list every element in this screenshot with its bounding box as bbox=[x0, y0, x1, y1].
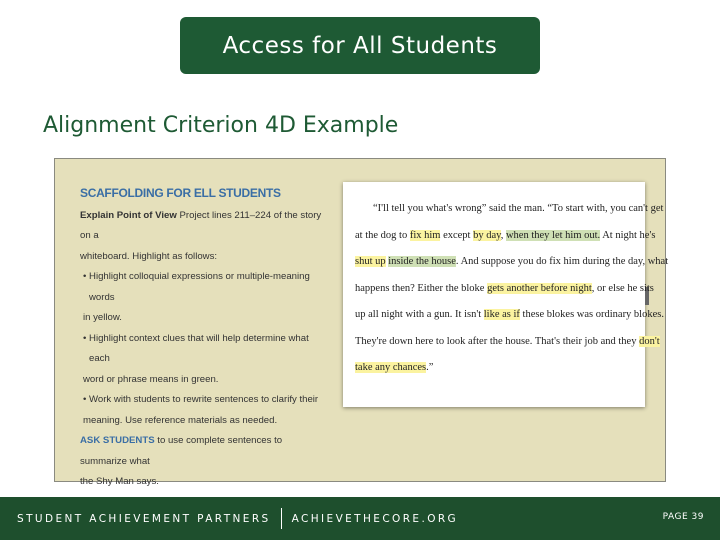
green-highlight: inside the house bbox=[388, 256, 456, 267]
bullet-1-line-1: • Highlight colloquial expressions or multiple-meaning words bbox=[83, 271, 310, 303]
passage-line-5 bbox=[355, 302, 664, 329]
example-panel bbox=[54, 158, 669, 487]
passage-line-2 bbox=[355, 223, 656, 250]
passage-line-1: “I'll tell you what's wrong” said the man. “To start with, you can't get bbox=[373, 203, 664, 214]
bullet-2-line-2: word or phrase means in green. bbox=[83, 373, 219, 385]
footer-org: STUDENT ACHIEVEMENT PARTNERS bbox=[17, 512, 271, 525]
scaffolding-sidebar bbox=[80, 183, 330, 493]
passage-text: They're down here to look after the house. That's their job and they bbox=[355, 335, 640, 347]
passage-text: these blokes was ordinary blokes. bbox=[519, 309, 664, 320]
passage-text: . And suppose you do fix him during the day, what bbox=[455, 256, 669, 267]
intro-bold: Explain Point of View bbox=[80, 209, 177, 221]
yellow-highlight: by day bbox=[473, 229, 501, 241]
footer-bar bbox=[0, 497, 720, 540]
passage-text: .” bbox=[426, 362, 434, 373]
bullet-1-line-2: in yellow. bbox=[83, 312, 122, 323]
ask-text-1: to use complete sentences to summarize what bbox=[80, 435, 283, 467]
passage-line-6 bbox=[355, 329, 660, 356]
passage-card bbox=[343, 182, 669, 407]
passage-text: At night he's bbox=[600, 229, 656, 241]
yellow-highlight: fix him bbox=[409, 229, 441, 241]
yellow-highlight: shut up bbox=[355, 256, 386, 267]
footer-site[interactable]: ACHIEVETHECORE.ORG bbox=[291, 512, 459, 525]
intro-line-1 bbox=[80, 206, 330, 247]
footer-divider bbox=[281, 508, 282, 529]
bullet-2-line-1: • Highlight context clues that will help determine what each bbox=[83, 332, 309, 364]
yellow-highlight: take any chances bbox=[355, 362, 427, 373]
intro-line-2: whiteboard. Highlight as follows: bbox=[80, 250, 218, 262]
passage-text: , or else he sits bbox=[591, 282, 654, 294]
passage-line-4 bbox=[355, 276, 654, 303]
yellow-highlight: gets another before night bbox=[487, 282, 592, 294]
bullet-3-line-1: • Work with students to rewrite sentences to clarify their bbox=[83, 394, 319, 405]
passage-text: happens then? Either the bloke bbox=[355, 282, 488, 294]
ask-line-2: the Shy Man says. bbox=[80, 476, 159, 487]
title-banner bbox=[180, 17, 540, 74]
footer-brand bbox=[17, 497, 458, 540]
page-number: PAGE 39 bbox=[662, 512, 704, 522]
slide-title: Access for All Students bbox=[222, 32, 498, 59]
passage-text: up all night with a gun. It isn't bbox=[355, 309, 484, 320]
passage-text: at the dog to bbox=[355, 229, 410, 241]
passage-line-7 bbox=[355, 355, 635, 382]
slide-subtitle: Alignment Criterion 4D Example bbox=[43, 113, 399, 138]
passage-line-3 bbox=[355, 249, 669, 276]
passage-text: except bbox=[440, 229, 474, 241]
bullet-3-line-2: meaning. Use reference materials as needed. bbox=[83, 414, 278, 426]
passage-text: , bbox=[500, 229, 506, 241]
scaffolding-heading: SCAFFOLDING FOR ELL STUDENTS bbox=[80, 186, 281, 200]
yellow-highlight: like as if bbox=[483, 309, 520, 320]
ask-label: ASK STUDENTS bbox=[80, 435, 155, 446]
story-passage bbox=[355, 196, 669, 382]
intro-text-1: Project lines 211–224 of the story on a bbox=[80, 209, 322, 241]
yellow-highlight: don't bbox=[639, 335, 660, 347]
green-highlight: when they let him out. bbox=[505, 229, 601, 241]
ask-line-1 bbox=[80, 431, 330, 472]
